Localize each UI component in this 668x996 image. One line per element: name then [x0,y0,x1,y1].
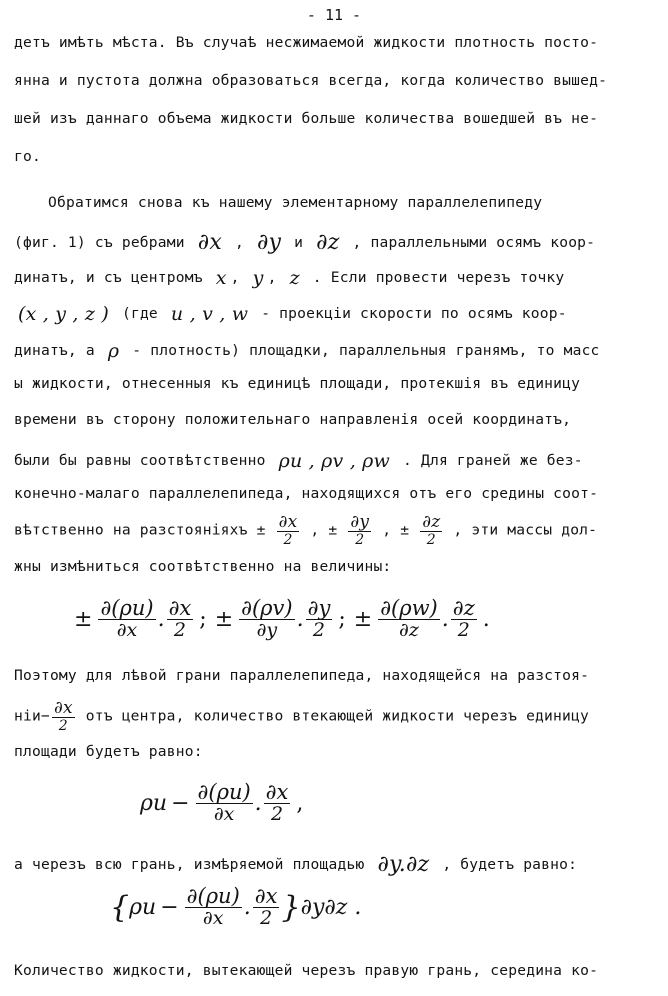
text-fragment: (фиг. 1) съ ребрами [14,234,185,251]
fraction-dy-2 [306,598,333,640]
text-line-3: шей изъ даннаго объема жидкости больше количества вошедшей въ не- [14,110,599,127]
math-pm: ± [74,606,93,632]
fraction-dx-2 [277,514,300,547]
math-comma: , [267,269,277,286]
math-pm: ± [256,521,266,539]
denominator: 2 [260,907,273,929]
numerator: ∂(ρv) [241,596,293,620]
denominator: 2 [270,803,284,825]
fraction-dz-2 [420,514,442,547]
math-dot: . [441,606,449,632]
denominator: 2 [283,532,293,548]
denominator: ∂x [116,619,138,641]
denominator: 2 [58,718,68,734]
fraction-d-rho-v [239,598,294,640]
text-line-4: го. [14,148,41,165]
math-brace-close: } [281,889,301,925]
text-fragment: - плотность) площадки, параллельныя гранямъ, то масс [132,342,600,359]
numerator: ∂(ρw) [380,596,438,620]
numerator: ∂y [307,596,331,620]
text-fragment: а черезъ всю грань, измѣряемой площадью [14,856,365,873]
math-semicolon: ; [199,606,207,632]
math-rho-u: ρu [140,790,168,816]
text-line-2: янна и пустота должна образоваться всегда, когда количество вышед- [14,72,608,89]
math-minus: − [160,894,179,920]
denominator: 2 [312,619,325,641]
math-comma: , [234,234,244,251]
denominator: ∂y [256,619,278,641]
math-dot: . [157,606,165,632]
fraction-d-rho-u [98,598,155,640]
fraction-d-rho-w [378,598,440,640]
denominator: 2 [426,532,436,548]
numerator: ∂x [53,698,73,718]
math-semicolon: ; [338,606,346,632]
math-dot: . [254,790,262,816]
math-x: x [215,267,227,289]
text-fragment: , эти массы дол- [453,521,598,539]
display-equation-left-face [140,782,307,824]
fraction-d-rho-u [185,886,242,928]
math-pm: ± [353,606,373,632]
math-z: z [289,267,300,289]
text-fragment: динатъ, и съ центромъ [14,269,203,286]
display-equation-left-face-total [110,886,361,928]
text-fragment: вѣтственно на разстояніяхъ [14,521,248,539]
text-fragment: динатъ, а [14,342,95,359]
math-dydz: ∂y∂z . [300,894,362,920]
math-dx: ∂x [197,230,222,255]
page-number: - 11 - [306,6,362,24]
text-line-12 [14,448,583,470]
denominator: ∂x [213,803,235,825]
fraction-dx-2 [264,782,291,824]
text-fragment: , параллельными осямъ коор- [352,234,596,251]
text-line-1: детъ имѣть мѣста. Въ случаѣ несжимаемой жидкости плотность посто- [14,34,599,51]
math-uvw: u , v , w [170,303,249,325]
denominator: ∂x [202,907,224,929]
math-minus: − [40,707,50,725]
math-dot: . [243,894,251,920]
text-line-5: Обратимся снова къ нашему элементарному параллелепипеду [48,194,543,211]
text-line-11: времени въ сторону положительнаго направленія осей координатъ, [14,411,572,428]
math-comma: , [230,269,240,286]
math-pm: ± [400,521,410,539]
text-line-17 [14,700,589,733]
text-line-6 [14,228,595,253]
math-comma: , [382,521,392,539]
text-line-9 [14,338,600,360]
math-dz: ∂z [316,230,340,255]
text-fragment: , будетъ равно: [442,856,578,873]
fraction-dx-2 [52,700,75,733]
math-dy: ∂y [256,230,282,255]
math-comma: , [310,521,320,539]
denominator: ∂z [399,619,419,641]
text-line-16: Поэтому для лѣвой грани параллелепипеда, находящейся на разстоя- [14,667,590,684]
numerator: ∂z [452,596,475,620]
fraction-dy-2 [348,514,371,547]
math-rho-uvw: ρu , ρv , ρw [278,450,391,472]
denominator: 2 [457,619,470,641]
text-line-18: площади будетъ равно: [14,743,203,760]
numerator: ∂(ρu) [186,884,240,908]
display-equation-variations [70,598,494,640]
text-fragment: - проекціи скорости по осямъ коор- [261,305,567,322]
math-point-xyz: (x , y , z ) [18,303,109,325]
text-line-7 [14,265,564,287]
numerator: ∂z [422,512,441,532]
math-dot: . [296,606,304,632]
numerator: ∂x [254,884,278,908]
text-line-19 [14,850,577,875]
fraction-dx-2 [167,598,194,640]
numerator: ∂x [265,780,289,804]
math-minus: − [171,790,190,816]
math-comma: , [296,790,304,816]
numerator: ∂(ρu) [197,780,251,804]
numerator: ∂y [350,512,370,532]
fraction-dz-2 [451,598,477,640]
math-y: y [252,267,264,289]
text-line-13: конечно-малаго параллелепипеда, находящихся отъ его средины соот- [14,485,599,502]
fraction-dx-2 [253,886,280,928]
math-pm: ± [328,521,338,539]
text-fragment: были бы равны соотвѣтственно [14,452,266,469]
numerator: ∂(ρu) [100,596,154,620]
text-fragment: (где [121,305,158,322]
text-line-8 [14,301,567,323]
numerator: ∂x [278,512,298,532]
text-fragment: . Если провести черезъ точку [312,269,565,286]
math-dydz: ∂y.∂z [377,852,430,877]
math-pm: ± [214,606,234,632]
text-line-20: Количество жидкости, вытекающей черезъ правую грань, середина ко- [14,962,599,979]
denominator: 2 [173,619,186,641]
text-fragment: отъ центра, количество втекающей жидкости черезъ единицу [85,707,589,725]
math-rho-u: ρu [129,894,157,920]
text-line-14 [14,514,597,547]
fraction-d-rho-u [196,782,253,824]
text-line-10: ы жидкости, отнесенныя къ единицѣ площади, протекшія въ единицу [14,375,581,392]
math-brace-open: { [110,889,130,925]
text-fragment: ніи [14,707,41,725]
text-line-15: жны измѣниться соотвѣтственно на величины: [14,558,392,575]
math-rho: ρ [107,340,120,362]
denominator: 2 [355,532,365,548]
numerator: ∂x [168,596,192,620]
text-fragment: . Для граней же без- [403,452,583,469]
math-dot: . [482,606,490,632]
text-fragment: и [294,234,304,251]
